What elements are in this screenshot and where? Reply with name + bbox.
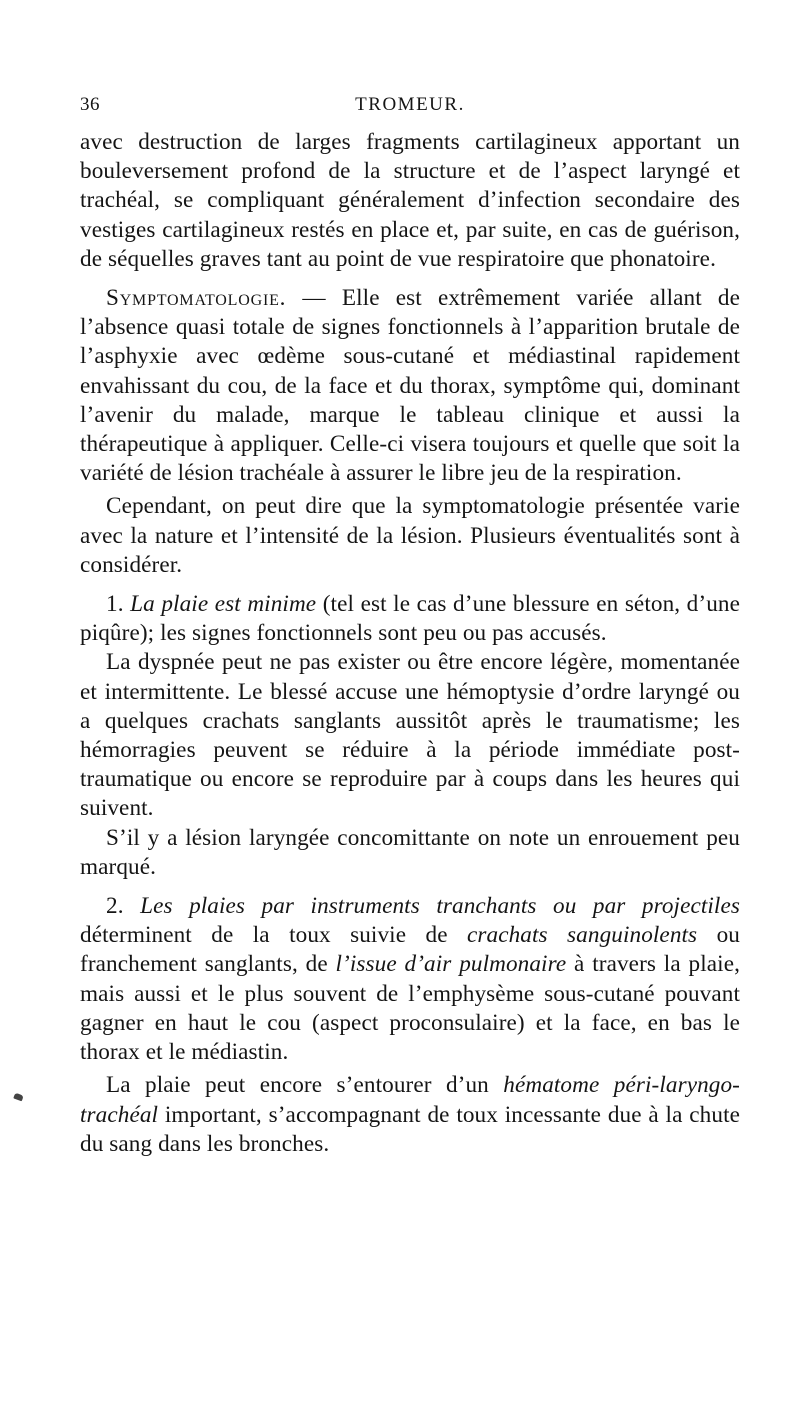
book-page [80, 88, 740, 1159]
paragraph-symptomatology [80, 284, 740, 488]
paragraph-text: important, s’accompagnant de toux incessante due à la chute du sang dans les bronches. [80, 1101, 740, 1157]
section-heading: Symptomatologie. [106, 285, 287, 312]
emphasis-text: hématome péri-laryngo-trachéal [80, 1072, 740, 1128]
paragraph-text: S’il y a lésion laryngée concomittante on note un enrouement peu marqué. [80, 824, 740, 880]
paragraph-text: La plaie peut encore s’entourer d’un [106, 1072, 504, 1099]
case-title: La plaie est minime [130, 591, 317, 618]
paragraph-text: ou franchement sanglants, de [80, 922, 740, 978]
paragraph-text: (tel est le cas d’une blessure en séton, d’une piqûre); les signes fonctionnels sont peu ou pas accusés. [80, 591, 740, 647]
page-number: 36 [80, 94, 100, 115]
running-title: TROMEUR. [355, 94, 465, 115]
case-2-paragraph [80, 892, 740, 1067]
paragraph-continuation [80, 128, 740, 274]
case-number: 2. [106, 893, 141, 920]
paragraph-text: La dyspnée peut ne pas exister ou être encore légère, momentanée et intermittente. Le blessé accuse une hémoptysie d’ordre laryngé ou a quelques crachats sanglants aussitôt après le traumatisme; les hémorragies peuvent se réduire à la période immédiate post-traumatique ou encore se reproduire par à coups dans les heures qui suivent. [80, 649, 740, 822]
emphasis-text: crachats sanguinolents [467, 922, 698, 949]
running-header [80, 88, 740, 128]
case-1-paragraph [80, 590, 740, 648]
emphasis-text: l’issue d’air pulmonaire [335, 951, 567, 978]
paragraph-laryngeal-lesion [80, 824, 740, 882]
paragraph-text: à travers la plaie, mais aussi et le plus souvent de l’emphysème sous-cutané pouvant gagner en haut le cou (aspect proconsulaire) et la face, en bas le thorax et le médiastin. [80, 951, 740, 1066]
paragraph-text: déterminent de la toux suivie de [80, 922, 467, 949]
paragraph-text: Cependant, on peut dire que la symptomatologie présentée varie avec la nature et l’intensité de la lésion. Plusieurs éventualités sont à considérer. [80, 493, 740, 578]
case-title: Les plaies par instruments tranchants ou par projectiles [140, 893, 740, 920]
paragraph-text: — Elle est extrêmement variée allant de l’absence quasi totale de signes fonctionnels à l’apparition brutale de l’asphyxie avec œdème sous-cutané et médiastinal rapidement envahissant du cou, de la face et du thorax, symptôme qui, dominant l’avenir du malade, marque le tableau clinique et aussi la thérapeutique à appliquer. Celle-ci visera toujours et quelle que soit la variété de lésion trachéale à assurer le libre jeu de la respiration. [80, 285, 740, 487]
ink-mark [13, 1093, 24, 1102]
paragraph-dyspnea [80, 648, 740, 823]
paragraph-eventualities [80, 492, 740, 580]
case-number: 1. [106, 591, 131, 618]
paragraph-text: avec destruction de larges fragments cartilagineux apportant un bouleversement profond de la structure et de l’aspect laryngé et trachéal, se compliquant généralement d’infection secondaire des vestiges cartilagineux restés en place et, par suite, en cas de guérison, de séquelles graves tant au point de vue respiratoire que phonatoire. [80, 129, 740, 272]
paragraph-hematoma [80, 1071, 740, 1159]
